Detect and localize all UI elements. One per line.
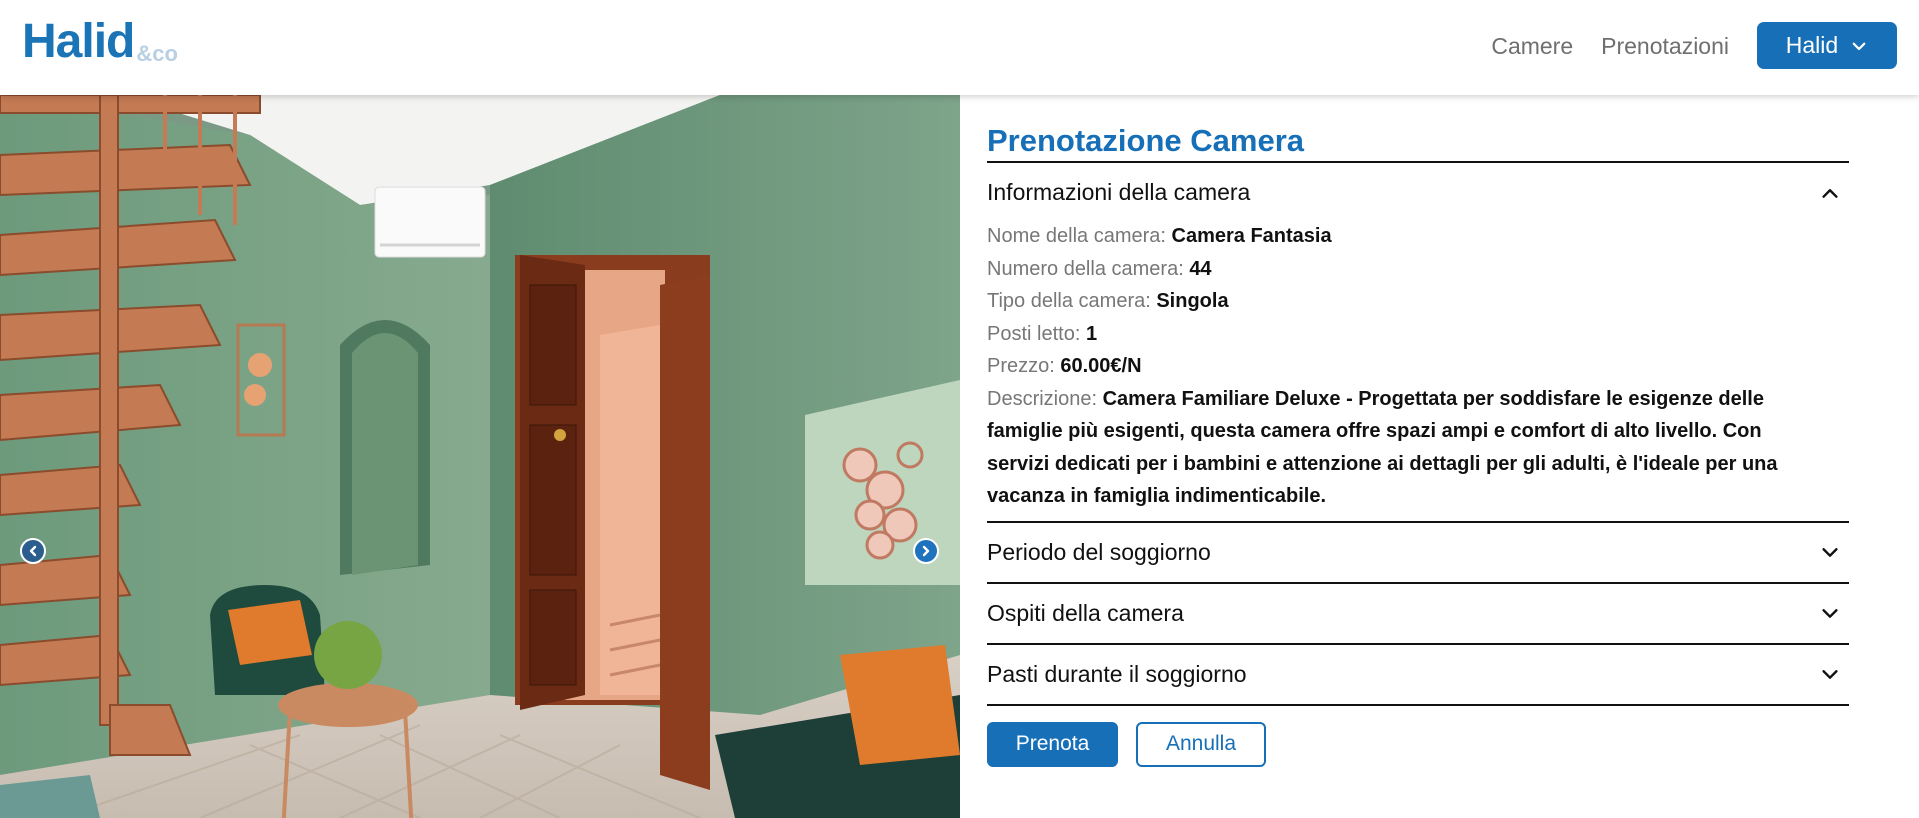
accordion-header-meals[interactable] <box>987 645 1849 704</box>
room-photo-carousel <box>0 95 960 818</box>
user-menu-button[interactable] <box>1757 22 1897 69</box>
top-navbar <box>0 0 1919 95</box>
cancel-button[interactable]: Annulla <box>1136 722 1266 767</box>
room-price-value: 60.00€/N <box>1060 355 1142 377</box>
chevron-down-icon <box>1819 541 1841 563</box>
brand-suffix: &co <box>136 41 178 66</box>
accordion-label: Pasti durante il soggiorno <box>987 660 1247 687</box>
accordion-header-room-info[interactable] <box>987 163 1849 222</box>
brand-logo[interactable] <box>22 15 178 68</box>
brand-name: Halid <box>22 15 135 68</box>
chevron-right-icon <box>920 545 932 557</box>
accordion-header-stay-period[interactable] <box>987 523 1849 582</box>
room-number-value: 44 <box>1189 257 1212 280</box>
carousel-prev-button[interactable] <box>20 538 46 564</box>
accordion-label: Informazioni della camera <box>987 179 1251 205</box>
form-actions <box>987 722 1849 767</box>
accordion-label: Ospiti della camera <box>987 599 1184 626</box>
room-type-row: Tipo della camera: Singola <box>987 290 1229 312</box>
booking-panel <box>987 95 1849 767</box>
room-description-row: Descrizione: Camera Familiare Deluxe - Progettata per soddisfare le esigenze delle famiglie più esigenti, questa camera offre spazi ampi e comfort di alto livello. Con servizi dedicati per i bambini e attenzione ai dettagli per gli adulti, è l'ideale per una vacanza in famiglia indimenticabile. <box>987 387 1778 507</box>
chevron-down-icon <box>1819 602 1841 624</box>
room-name-row: Nome della camera: Camera Fantasia <box>987 225 1332 247</box>
chevron-left-icon <box>27 545 39 557</box>
room-price-row: Prezzo: 60.00€/N <box>987 355 1142 377</box>
room-beds-value: 1 <box>1085 322 1098 345</box>
chevron-down-icon <box>1850 37 1868 55</box>
room-type-value: Singola <box>1156 290 1229 312</box>
chevron-up-icon <box>1819 182 1841 204</box>
user-menu-label: Halid <box>1785 32 1839 58</box>
room-name-value: Camera Fantasia <box>1171 225 1332 247</box>
chevron-down-icon <box>1819 663 1841 685</box>
carousel-next-button[interactable] <box>913 538 939 564</box>
page-title: Prenotazione Camera <box>987 123 1304 158</box>
main-nav <box>1491 22 1897 69</box>
divider <box>987 704 1849 706</box>
book-button[interactable]: Prenota <box>987 722 1118 767</box>
accordion-label: Periodo del soggiorno <box>987 538 1211 565</box>
nav-link-camere[interactable]: Camere <box>1491 32 1574 59</box>
room-number-row: Numero della camera: 44 <box>987 257 1212 280</box>
room-photo <box>0 95 960 818</box>
nav-link-prenotazioni[interactable]: Prenotazioni <box>1601 32 1729 59</box>
room-info-content <box>987 220 1849 515</box>
accordion-header-room-guests[interactable] <box>987 584 1849 643</box>
room-beds-row: Posti letto: 1 <box>987 322 1098 345</box>
room-description-value: Camera Familiare Deluxe - Progettata per soddisfare le esigenze delle famiglie più esigenti, questa camera offre spazi ampi e comfort di alto livello. Con servizi dedicati per i bambini e attenzione ai dettagli per gli adulti, è l'ideale per una vacanza in famiglia indimenticabile. <box>987 387 1778 507</box>
